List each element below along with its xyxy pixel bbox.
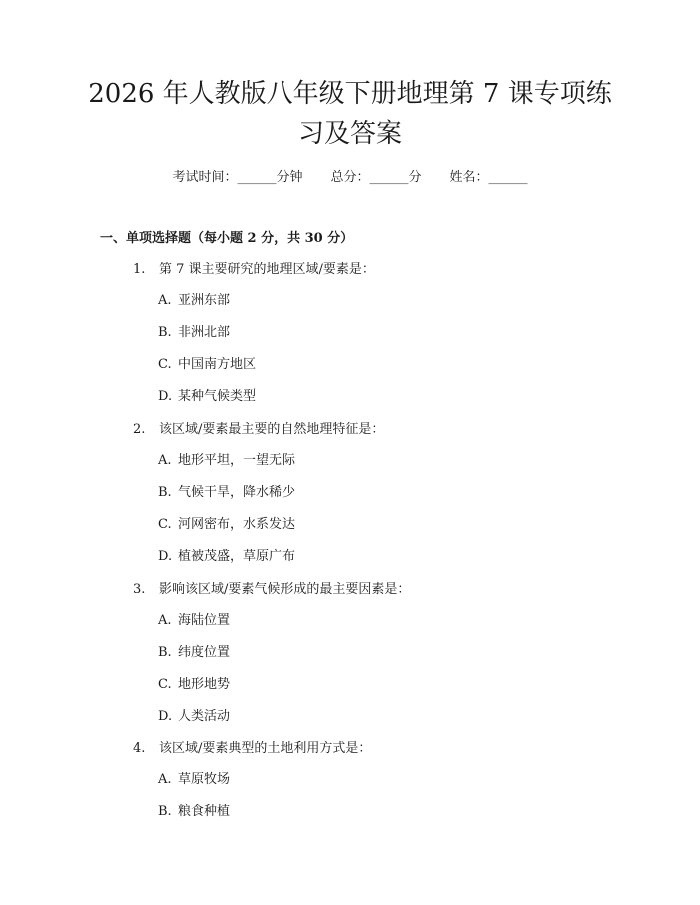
option-text: 河网密布，水系发达 [178, 517, 296, 532]
question-3 [133, 580, 410, 600]
option-text: 非洲北部 [178, 325, 231, 340]
question-1-option-c [158, 355, 256, 375]
question-2-option-b [158, 483, 295, 503]
option-text: 草原牧场 [178, 772, 231, 787]
question-text: 该区域/要素最主要的自然地理特征是： [159, 422, 385, 437]
question-1-option-d [158, 387, 256, 407]
option-text: 中国南方地区 [178, 357, 257, 372]
option-text: 地形平坦，一望无际 [178, 453, 296, 468]
question-4 [133, 739, 371, 759]
question-2-option-d [158, 547, 295, 567]
question-2 [133, 420, 384, 440]
question-text: 第 7 课主要研究的地理区域/要素是： [159, 262, 375, 277]
option-letter: B. [158, 325, 172, 340]
total-score-label: 总分：______分 [330, 170, 422, 185]
question-4-option-a [158, 770, 230, 790]
question-1 [133, 260, 375, 280]
option-letter: C. [158, 357, 172, 372]
question-number: 3. [133, 582, 146, 597]
option-text: 人类活动 [178, 709, 231, 724]
question-number: 2. [133, 422, 146, 437]
option-text: 海陆位置 [178, 613, 231, 628]
option-letter: D. [158, 389, 173, 404]
exam-time-label: 考试时间：______分钟 [172, 170, 303, 185]
option-letter: D. [158, 549, 173, 564]
title-line-2: 习及答案 [297, 119, 402, 149]
option-text: 气候干旱，降水稀少 [178, 485, 296, 500]
question-text: 影响该区域/要素气候形成的最主要因素是： [159, 582, 411, 597]
option-text: 植被茂盛，草原广布 [178, 549, 296, 564]
question-text: 该区域/要素典型的土地利用方式是： [159, 741, 372, 756]
question-2-option-c [158, 515, 295, 535]
question-1-option-a [158, 291, 230, 311]
option-letter: A. [158, 613, 172, 628]
exam-info-line [0, 168, 700, 188]
option-text: 地形地势 [178, 677, 231, 692]
question-3-option-a [158, 611, 230, 631]
title-line-1: 2026 年人教版八年级下册地理第 7 课专项练 [88, 79, 612, 109]
option-letter: B. [158, 485, 172, 500]
option-text: 纬度位置 [178, 645, 231, 660]
question-number: 1. [133, 262, 146, 277]
question-4-option-b [158, 802, 230, 822]
option-text: 亚洲东部 [178, 293, 231, 308]
question-2-option-a [158, 451, 295, 471]
option-letter: B. [158, 645, 172, 660]
option-letter: B. [158, 804, 172, 819]
question-3-option-c [158, 675, 230, 695]
question-1-option-b [158, 323, 230, 343]
question-3-option-d [158, 707, 230, 727]
section-heading: 一、单项选择题（每小题 2 分，共 30 分） [100, 231, 354, 246]
option-letter: D. [158, 709, 173, 724]
page-title [60, 74, 640, 154]
option-letter: A. [158, 772, 172, 787]
option-text: 某种气候类型 [178, 389, 257, 404]
option-letter: A. [158, 453, 172, 468]
option-text: 粮食种植 [178, 804, 231, 819]
option-letter: C. [158, 677, 172, 692]
option-letter: A. [158, 293, 172, 308]
question-3-option-b [158, 643, 230, 663]
option-letter: C. [158, 517, 172, 532]
student-name-label: 姓名：______ [449, 170, 528, 185]
question-number: 4. [133, 741, 146, 756]
